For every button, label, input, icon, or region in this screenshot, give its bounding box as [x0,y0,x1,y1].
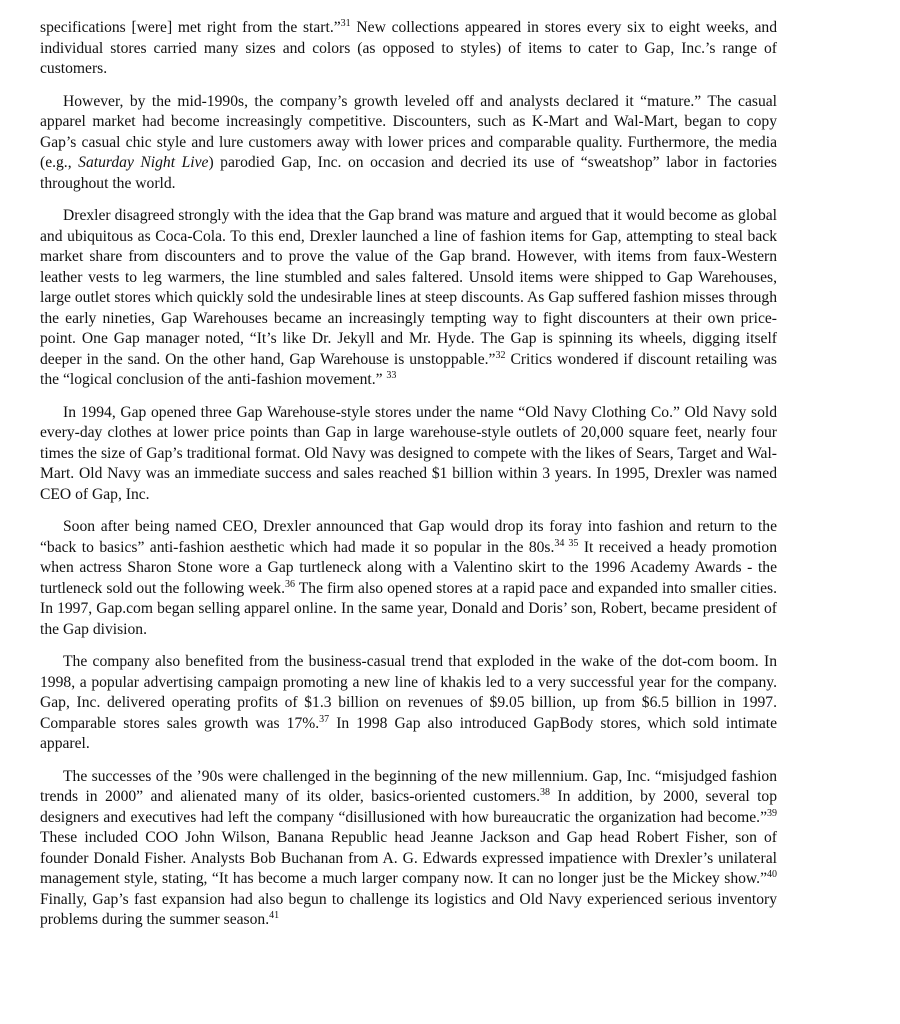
footnote-ref: 31 [340,18,351,29]
document-page [40,18,777,943]
footnote-ref: 38 [540,787,551,798]
paragraph [40,206,777,391]
paragraph [40,403,777,506]
footnote-ref: 36 [285,578,295,590]
text-run: The successes of the ’90s were challenged in the beginning of the new millennium. Gap, Inc. “misjudged fashion trends in 2000” and alienated many of its older, basics-oriented customers. [40,767,777,805]
text-run: In 1994, Gap opened three Gap Warehouse-style stores under the name “Old Navy Clothing Co.” Old Navy sold every-day clothes at lower price points than Gap in large warehouse-style outlets of 20,000 square feet, nearly four times the size of Gap’s traditional format. Old Navy was designed to compete with the likes of Sears, Target and Wal-Mart. Old Navy was an immediate success and sales reached $1 billion within 3 years. In 1995, Drexler was named CEO of Gap, Inc. [40,403,777,503]
footnote-ref: 40 [767,869,777,880]
text-run: Finally, Gap’s fast expansion had also begun to challenge its logistics and Old Navy experienced serious inventory problems during the summer season. [40,890,777,928]
text-run: Critics wondered if discount retailing was the “logical conclusion of the anti-fashion movement.” [40,350,777,388]
text-run: In 1998 Gap also introduced GapBody stores, which sold intimate apparel. [40,714,777,752]
footnote-ref: 33 [386,370,397,381]
paragraph [40,517,777,640]
text-run: The company also benefited from the business-casual trend that exploded in the wake of the dot-com boom. In 1998, a popular advertising campaign promoting a new line of khakis led to a very successful year for the company. Gap, Inc. delivered operating profits of $1.3 billion on revenues of $9.05 billion, up from $6.5 billion in 1997. Comparable stores sales growth was 17%. [40,653,777,732]
paragraph [40,18,777,80]
text-run: Soon after being named CEO, Drexler announced that Gap would drop its foray into fashion and return to the “back to basics” anti-fashion aesthetic which had made it so popular in the 80s. [40,518,777,556]
text-run: ) parodied Gap, Inc. on occasion and decried its use of “sweatshop” labor in factories throughout the world. [40,154,777,192]
footnote-ref: 34 35 [554,537,579,549]
text-run: The firm also opened stores at a rapid pace and expanded into smaller cities. In 1997, Gap.com began selling apparel online. In the same year, Donald and Doris’ son, Robert, became president of the Gap division. [40,579,778,638]
text-run: specifications [were] met right from the start.” [40,19,341,36]
footnote-ref: 39 [767,807,777,819]
text-run: It received a heady promotion when actress Sharon Stone wore a Gap turtleneck along with a Valentino skirt to the 1996 Academy Awards - the turtleneck sold out the following week. [40,538,778,597]
paragraph [40,767,777,931]
text-run: These included COO John Wilson, Banana Republic head Jeanne Jackson and Gap head Robert Fisher, son of founder Donald Fisher. Analysts Bob Buchanan from A. G. Edwards expressed impatience with Drexler’s unilateral management style, stating, “It has become a much larger company now. It can no longer just be the Mickey show.” [40,829,777,887]
text-run: In addition, by 2000, several top designers and executives had left the company “disillusioned with how bureaucratic the organization had become.” [40,788,777,826]
footnote-ref: 32 [495,349,506,361]
text-run: New collections appeared in stores every six to eight weeks, and individual stores carried many sizes and colors (as opposed to styles) of items to cater to Gap, Inc.’s range of customers. [40,19,777,77]
paragraph [40,92,777,195]
text-run: Drexler disagreed strongly with the idea that the Gap brand was mature and argued that it would become as global and ubiquitous as Coca-Cola. To this end, Drexler launched a line of fashion items for Gap, attempting to steal back market share from discounters and to prove the value of the Gap brand. However, with items from faux-Western leather vests to leg warmers, the line stumbled and sales faltered. Unsold items were shipped to Gap Warehouses, large outlet stores which quickly sold the undesirable lines at steep discounts. As Gap suffered fashion misses through the early nineties, Gap Warehouses became an increasingly tempting way to fight discounters at their own price-point. One Gap manager noted, “It’s like Dr. Jekyll and Mr. Hyde. The Gap is spinning its wheels, digging itself deeper in the sand. On the other hand, Gap Warehouse is unstoppable.” [40,207,777,368]
footnote-ref: 37 [319,713,330,725]
italic-title: Saturday Night Live [78,154,209,171]
text-run: However, by the mid-1990s, the company’s growth leveled off and analysts declared it “mature.” The casual apparel market had become increasingly competitive. Discounters, such as K-Mart and Wal-Mart, began to copy Gap’s casual chic style and lure customers away with lower prices and comparable quality. Furthermore, the media (e.g., [40,92,777,171]
footnote-ref: 41 [269,910,280,921]
paragraph [40,652,777,755]
